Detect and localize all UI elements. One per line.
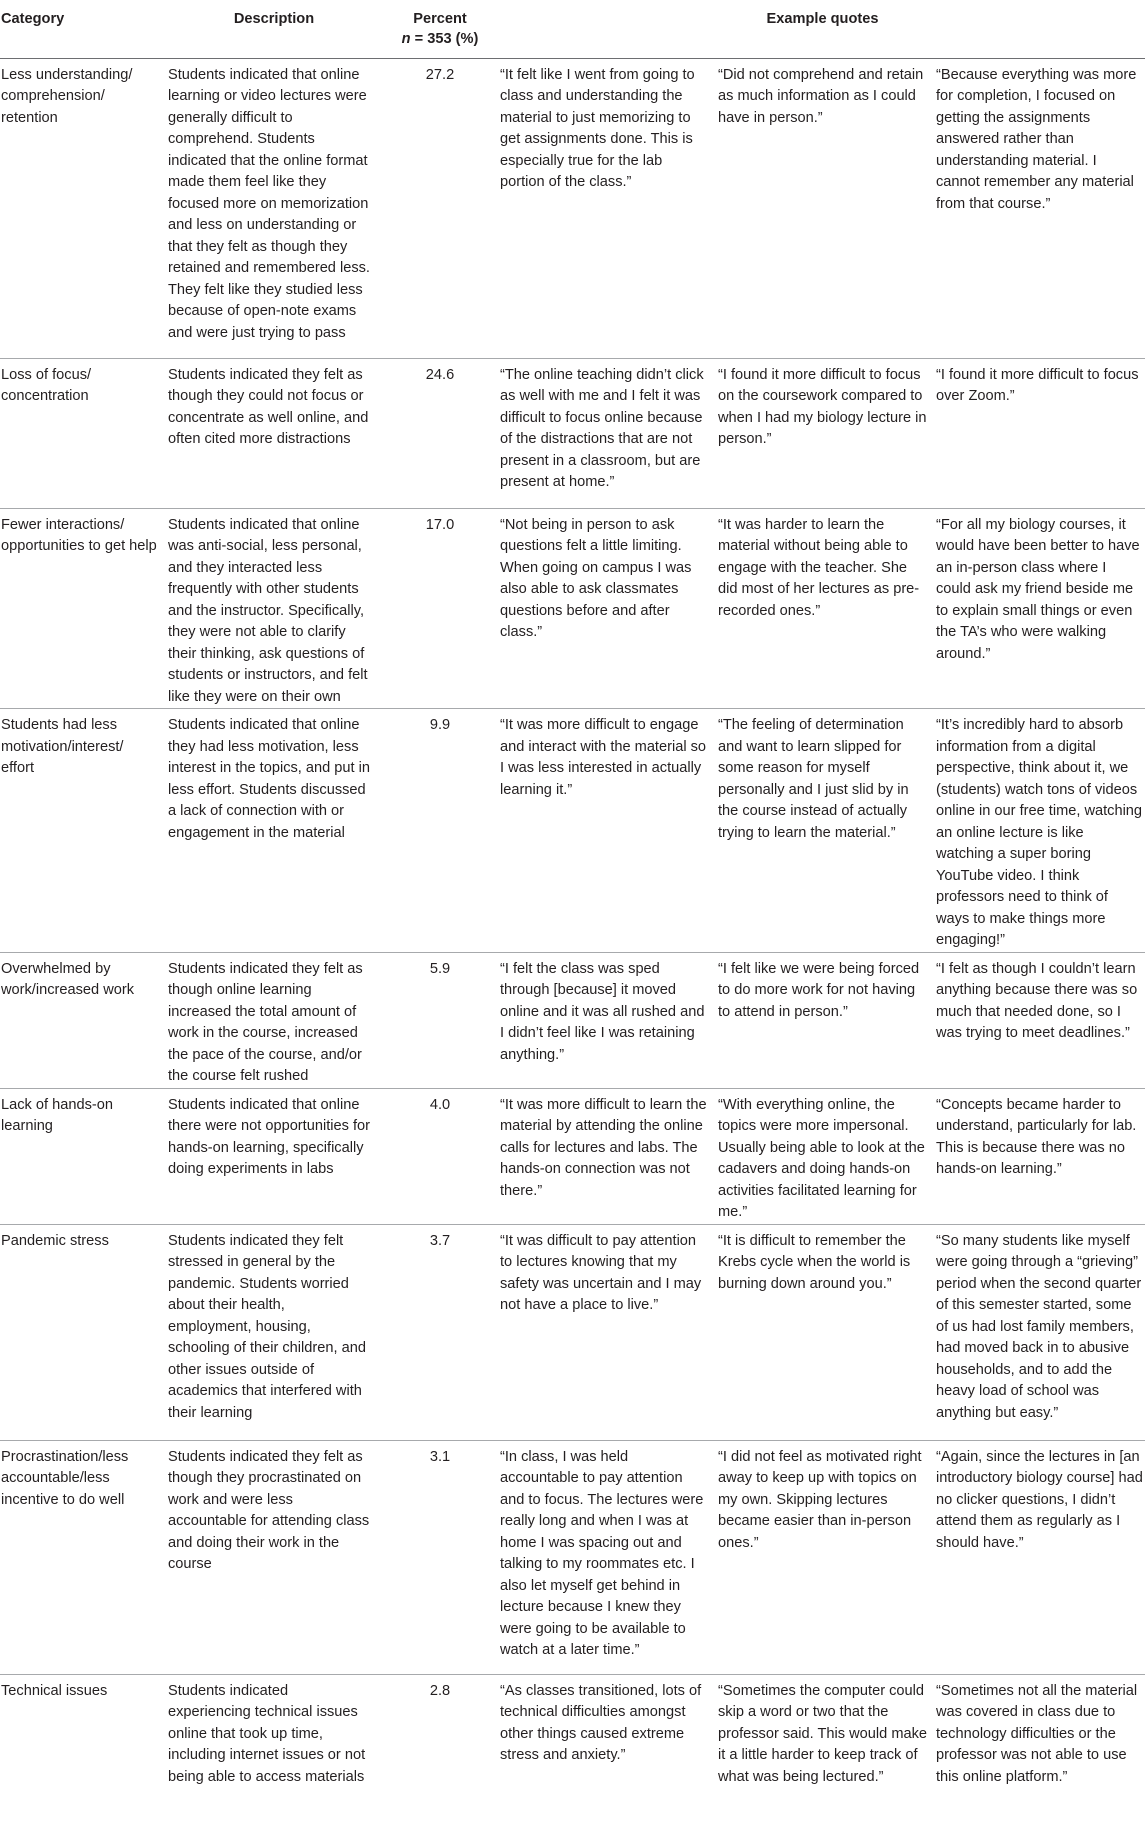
header-example-quotes: Example quotes bbox=[766, 11, 879, 27]
description-cell: Students indicated that online there were not opportunities for hands-on learning, specifically doing experiments in labs bbox=[168, 1096, 370, 1177]
quote-cell-1: “I felt the class was sped through [because] it moved online and it was all rushed and I didn’t feel like I was retaining anything.” bbox=[500, 960, 705, 1063]
category-cell: Overwhelmed by work/increased work bbox=[1, 960, 135, 998]
quote-cell-3: “For all my biology courses, it would have been better to have an in-person class where I could ask my friend beside me to explain small things or even the TA’s who were walking around.” bbox=[936, 516, 1140, 662]
quote-cell-2: “With everything online, the topics were more impersonal. Usually being able to look at the cadavers and doing hands-on activities facilitated learning for me.” bbox=[718, 1096, 925, 1220]
quote-cell-3: “Concepts became harder to understand, particularly for lab. This is because there was no hands-on learning.” bbox=[936, 1096, 1137, 1177]
description-cell: Students indicated they felt as though they procrastinated on work and were less accountable for attending class and doing their work in the course bbox=[168, 1448, 370, 1572]
category-cell: Less understanding/ comprehension/ retention bbox=[1, 66, 133, 126]
percent-cell: 27.2 bbox=[425, 66, 455, 83]
quote-cell-1: “It was more difficult to learn the material by attending the online calls for lectures and labs. The hands-on connection was not there.” bbox=[500, 1096, 707, 1199]
percent-cell: 9.9 bbox=[429, 717, 451, 733]
quote-cell-1: “It was difficult to pay attention to lectures knowing that my safety was uncertain and I may not have a place to live.” bbox=[500, 1232, 702, 1313]
percent-cell: 3.7 bbox=[429, 1232, 451, 1249]
category-cell: Students had less motivation/interest/ effort bbox=[1, 717, 124, 776]
quote-cell-3: “I felt as though I couldn’t learn anything because there was so much that needed done, so I was trying to meet deadlines.” bbox=[936, 960, 1138, 1041]
header-percent-label: Percent bbox=[413, 11, 467, 27]
quote-cell-2: “The feeling of determination and want to learn slipped for some reason for myself personally and I just slid by in the course instead of actually trying to learn the material.” bbox=[718, 717, 909, 841]
quote-cell-1: “The online teaching didn’t click as well with me and I felt it was difficult to focus online because of the distractions that are not present in a classroom, but are present at home.” bbox=[500, 366, 704, 490]
quote-cell-3: “Sometimes not all the material was covered in class due to technology difficulties or the professor was not able to use this online platform.” bbox=[936, 1682, 1138, 1785]
description-cell: Students indicated they felt as though they could not focus or concentrate as well online, and often cited more distractions bbox=[168, 366, 369, 447]
table-row bbox=[0, 952, 1145, 1088]
percent-cell: 2.8 bbox=[429, 1682, 451, 1699]
header-description: Description bbox=[233, 11, 315, 27]
quote-cell-2: “I felt like we were being forced to do more work for not having to attend in person.” bbox=[718, 960, 920, 1020]
quote-cell-2: “Did not comprehend and retain as much information as I could have in person.” bbox=[718, 66, 924, 126]
percent-cell: 24.6 bbox=[425, 366, 455, 383]
quote-cell-3: “So many students like myself were going through a “grieving” period when the second quarter of this semester started, some of us had lost family members, had moved back in to abusive households, and to add the heavy load of school was anything but easy.” bbox=[936, 1232, 1142, 1421]
category-cell: Loss of focus/ concentration bbox=[1, 366, 92, 404]
description-cell: Students indicated experiencing technical issues online that took up time, including internet issues or not being able to access materials bbox=[168, 1682, 366, 1785]
table-row bbox=[0, 58, 1145, 358]
category-cell: Pandemic stress bbox=[1, 1232, 109, 1249]
quote-cell-3: “Because everything was more for completion, I focused on getting the assignments answered rather than understanding material. I cannot remember any material from that course.” bbox=[936, 66, 1137, 212]
table-row bbox=[0, 709, 1145, 953]
description-cell: Students indicated that online learning or video lectures were generally difficult to comprehend. Students indicated that the online format made them feel like they focused more on memorization and less on understanding or that they felt as though they retained and remembered less. They felt like they studied less because of open-note exams and were just trying to pass bbox=[168, 66, 370, 341]
quote-cell-2: “It was harder to learn the material without being able to engage with the teacher. She did most of her lectures as pre-recorded ones.” bbox=[718, 516, 920, 619]
description-cell: Students indicated they felt as though online learning increased the total amount of work in the course, increased the pace of the course, and/or the course felt rushed bbox=[168, 960, 363, 1084]
quote-cell-1: “It felt like I went from going to class and understanding the material to just memorizing to get assignments done. This is especially true for the lab portion of the class.” bbox=[500, 66, 695, 190]
description-cell: Students indicated that online was anti-social, less personal, and they interacted less frequently with other students and the instructor. Specifically, they were not able to clarify their thinking, ask questions of students or instructors, and felt like they were on their own bbox=[168, 516, 368, 705]
table-row bbox=[0, 358, 1145, 508]
percent-cell: 3.1 bbox=[429, 1448, 451, 1465]
table-row bbox=[0, 1440, 1145, 1674]
table-row bbox=[0, 1224, 1145, 1440]
header-percent-count: = 353 (%) bbox=[410, 31, 479, 47]
table-row bbox=[0, 508, 1145, 709]
category-cell: Fewer interactions/ opportunities to get help bbox=[1, 516, 157, 554]
table-header bbox=[0, 0, 1145, 58]
table-row bbox=[0, 1088, 1145, 1224]
table-row bbox=[0, 1674, 1145, 1824]
quote-cell-3: “I found it more difficult to focus over Zoom.” bbox=[936, 366, 1139, 404]
description-cell: Students indicated they felt stressed in general by the pandemic. Students worried about their health, employment, housing, schooling of their children, and other issues outside of academics that interfered with their learning bbox=[168, 1232, 366, 1421]
category-cell: Lack of hands-on learning bbox=[1, 1096, 113, 1134]
quote-cell-1: “In class, I was held accountable to pay attention and to focus. The lectures were really long and when I was at home I was spacing out and talking to my roommates etc. I also let myself get behind in lecture because I knew they were going to be available to watch at a later time.” bbox=[500, 1448, 704, 1658]
percent-cell: 17.0 bbox=[425, 516, 455, 533]
header-percent-n: n bbox=[401, 31, 411, 47]
percent-cell: 4.0 bbox=[429, 1096, 451, 1113]
description-cell: Students indicated that online they had less motivation, less interest in the topics, and put in less effort. Students discussed a lack of connection with or engagement in the material bbox=[168, 717, 371, 841]
quote-cell-2: “Sometimes the computer could skip a word or two that the professor said. This would make it a little harder to keep track of what was being lectured.” bbox=[718, 1682, 928, 1785]
quote-cell-3: “Again, since the lectures in [an introductory biology course] had no clicker questions, I didn’t attend them as regularly as I should have.” bbox=[936, 1448, 1143, 1551]
quote-cell-2: “It is difficult to remember the Krebs cycle when the world is burning down around you.” bbox=[718, 1232, 911, 1292]
header-category: Category bbox=[1, 11, 65, 27]
quote-cell-1: “As classes transitioned, lots of technical difficulties amongst other things caused extreme stress and anxiety.” bbox=[500, 1682, 702, 1763]
quote-cell-1: “It was more difficult to engage and interact with the material so I was less interested in actually learning it.” bbox=[500, 717, 707, 798]
category-cell: Technical issues bbox=[1, 1682, 108, 1699]
quote-cell-2: “I found it more difficult to focus on the coursework compared to when I had my biology lecture in person.” bbox=[718, 366, 927, 447]
header-percent bbox=[380, 0, 500, 58]
quote-cell-2: “I did not feel as motivated right away to keep up with topics on my own. Skipping lectures became easier than in-person ones.” bbox=[718, 1448, 922, 1551]
quote-cell-3: “It’s incredibly hard to absorb information from a digital perspective, think about it, we (students) watch tons of videos online in our free time, watching an online lecture is like watching a super boring YouTube video. I think professors need to think of ways to make things more engaging!” bbox=[936, 717, 1143, 948]
percent-cell: 5.9 bbox=[429, 960, 451, 977]
header-row bbox=[0, 0, 1145, 58]
quote-cell-1: “Not being in person to ask questions felt a little limiting. When going on campus I was also able to ask classmates questions before and after class.” bbox=[500, 516, 692, 640]
category-cell: Procrastination/less accountable/less incentive to do well bbox=[1, 1448, 129, 1508]
table-body bbox=[0, 58, 1145, 1824]
